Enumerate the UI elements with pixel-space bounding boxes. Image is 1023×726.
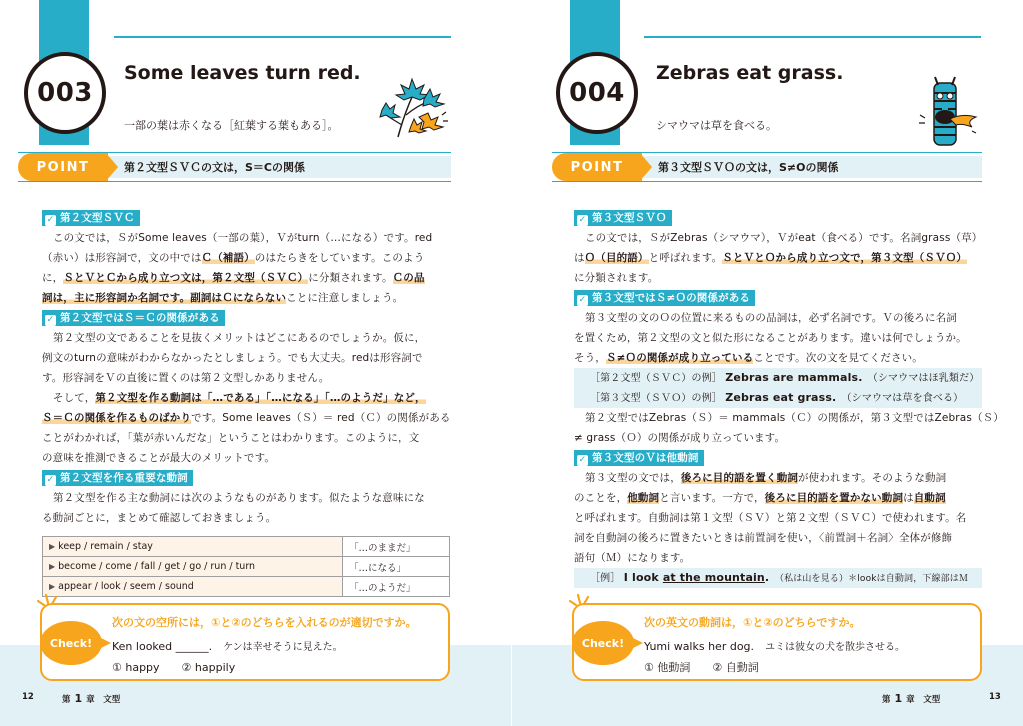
section-number-badge: 004	[556, 52, 638, 134]
paragraph-line: ことがわかれば，「葉が赤いんだな」ということはわかります。このように，文	[42, 432, 420, 444]
paragraph-line: を置くため，第２文型の文と似た形になることがあります。違いは何でしょうか。	[574, 332, 967, 344]
table-row: ▶ become / come / fall / get / go / run / turn 「…になる」	[43, 557, 450, 577]
autumn-leaves-illustration	[378, 75, 448, 145]
triangle-icon: ▶	[49, 582, 56, 591]
example-translation: 一部の葉は赤くなる［紅葉する葉もある］。	[124, 119, 339, 132]
paragraph-line: （赤い）は形容詞で，文の中ではＣ（補語）のはたらきをしています。このよう	[42, 252, 425, 264]
spark-icon	[566, 593, 594, 617]
checkbox-icon: ✓	[578, 215, 587, 225]
table-row: ▶ keep / remain / stay 「…のままだ」	[43, 537, 450, 557]
check-options: ① happy ② happily	[112, 661, 236, 674]
chapter-label: 第 1 章 文型	[882, 692, 941, 705]
paragraph-line: そして，第２文型を作る動詞は「…である」「…になる」「…のようだ」など，	[53, 392, 426, 404]
paragraph-line: 第２文型の文であることを見抜くメリットはどこにあるのでしょうか。仮に，	[53, 332, 426, 344]
section-heading: ✓ 第２文型を作る重要な動詞	[42, 470, 193, 486]
left-page	[0, 0, 511, 726]
section-number-badge: 003	[24, 52, 106, 134]
checkbox-icon: ✓	[46, 475, 55, 485]
table-row: ▶ appear / look / seem / sound 「…のようだ」	[43, 577, 450, 597]
paragraph-line: そう，Ｓ≠Ｏの関係が成り立っていることです。次の文を見てください。	[574, 352, 923, 364]
section-heading: ✓ 第３文型のＶは他動詞	[574, 450, 704, 466]
point-bar	[552, 150, 982, 184]
check-box	[40, 603, 450, 681]
title-rule	[644, 36, 981, 38]
section-heading: ✓ 第３文型ではＳ≠Ｏの関係がある	[574, 290, 755, 306]
paragraph-line: この文では，ＳがZebras（シマウマ），Ｖがeat（食べる）です。名詞grass（草）	[585, 232, 983, 244]
example-box: ［第２文型（ＳＶＣ）の例］ Zebras are mammals. （シマウマはほ乳類だ）	[574, 368, 982, 388]
section-heading: ✓ 第２文型ＳＶＣ	[42, 210, 140, 226]
point-bar	[18, 150, 451, 184]
right-page	[512, 0, 1023, 726]
check-question: 次の英文の動詞は，①と②のどちらですか。	[644, 616, 861, 629]
example-translation: シマウマは草を食べる。	[656, 119, 777, 132]
triangle-icon: ▶	[49, 562, 56, 571]
paragraph-line: に分類されます。	[574, 272, 659, 284]
main-body	[42, 208, 450, 597]
point-text: 第３文型ＳＶＯの文は，S≠Oの関係	[658, 161, 839, 174]
checkbox-icon: ✓	[578, 295, 587, 305]
paragraph-line: ≠ grass（Ｏ）の関係が成り立っています。	[574, 432, 786, 444]
paragraph-line: 第３文型の文のＯの位置に来るものの品詞は，必ず名詞です。Ｖの後ろに名詞	[585, 312, 957, 324]
check-box	[572, 603, 982, 681]
paragraph-line: 詞を自動詞の後ろに置きたいときは前置詞を使い，〈前置詞＋名詞〉全体が修飾	[574, 532, 953, 544]
check-sentence: Ken looked ______. ケンは幸せそうに見えた。	[112, 640, 343, 653]
paragraph-line: 例文のturnの意味がわからなかったとしましょう。でも大丈夫。redは形容詞で	[42, 352, 423, 364]
check-options: ① 他動詞 ② 自動詞	[644, 661, 759, 674]
checkbox-icon: ✓	[578, 455, 587, 465]
checkbox-icon: ✓	[46, 215, 55, 225]
triangle-icon: ▶	[49, 542, 56, 551]
example-box: ［例］ I look at the mountain. （私は山を見る）＊lookは自動詞，下線部はＭ	[574, 568, 982, 588]
section-heading: ✓ 第３文型ＳＶＯ	[574, 210, 672, 226]
checkbox-icon: ✓	[46, 315, 55, 325]
paragraph-line: る動詞ごとに，まとめて確認しておきましょう。	[42, 512, 277, 524]
verb-table	[42, 536, 450, 597]
page-number: 13	[989, 692, 1001, 702]
example-sentence-title: Zebras eat grass.	[656, 62, 844, 84]
check-sentence: Yumi walks her dog. ユミは彼女の犬を散歩させる。	[644, 640, 906, 653]
paragraph-line: この文では，ＳがSome leaves（一部の葉），Ｖがturn（…になる）です。red	[53, 232, 433, 244]
paragraph-line: はＯ（目的語）と呼ばれます。ＳとＶとＯから成り立つ文で，第３文型（ＳＶＯ）	[574, 252, 968, 264]
page-number: 12	[22, 692, 34, 702]
check-question: 次の文の空所には，①と②のどちらを入れるのが適切ですか。	[112, 616, 417, 629]
paragraph-line: 詞は，主に形容詞か名詞です。副詞はＣにならないことに注意しましょう。	[42, 292, 404, 304]
paragraph-line: 第２文型ではZebras（Ｓ）＝ mammals（Ｃ）の関係が，第３文型ではZebras（Ｓ）	[585, 412, 1004, 424]
paragraph-line: の意味を推測できることが最大のメリットです。	[42, 452, 276, 464]
spark-icon	[34, 593, 62, 617]
paragraph-line: のことを，他動詞と言います。一方で，後ろに目的語を置かない動詞は自動詞	[574, 492, 946, 504]
section-heading: ✓ 第２文型ではＳ＝Ｃの関係がある	[42, 310, 225, 326]
example-sentence-title: Some leaves turn red.	[124, 62, 361, 84]
paragraph-line: 第２文型を作る主な動詞には次のようなものがあります。似たような意味にな	[53, 492, 425, 504]
paragraph-line: 語句（Ｍ）になります。	[574, 552, 691, 564]
paragraph-line: に，ＳとＶとＣから成り立つ文は，第２文型（ＳＶＣ）に分類されます。Ｃの品	[42, 272, 425, 284]
check-label: Check!	[572, 621, 634, 665]
paragraph-line: Ｓ＝Ｃの関係を作るものばかりです。Some leaves（Ｓ）＝ red（Ｃ）の関係がある	[42, 412, 451, 424]
example-box: ［第３文型（ＳＶＯ）の例］ Zebras eat grass. （シマウマは草を食べる）	[574, 388, 982, 408]
point-label: POINT	[18, 153, 108, 181]
main-body	[574, 208, 1004, 588]
check-label: Check!	[40, 621, 102, 665]
title-rule	[114, 36, 451, 38]
point-label: POINT	[552, 153, 642, 181]
point-text: 第２文型ＳＶＣの文は，S＝Cの関係	[124, 161, 305, 174]
paragraph-line: 第３文型の文では，後ろに目的語を置く動詞が使われます。そのような動詞	[585, 472, 947, 484]
paragraph-line: す。形容詞をＶの直後に置くのは第２文型しかありません。	[42, 372, 330, 384]
chapter-label: 第 1 章 文型	[62, 692, 121, 705]
zebra-illustration	[916, 75, 980, 147]
paragraph-line: と呼ばれます。自動詞は第１文型（ＳＶ）と第２文型（ＳＶＣ）で使われます。名	[574, 512, 967, 524]
